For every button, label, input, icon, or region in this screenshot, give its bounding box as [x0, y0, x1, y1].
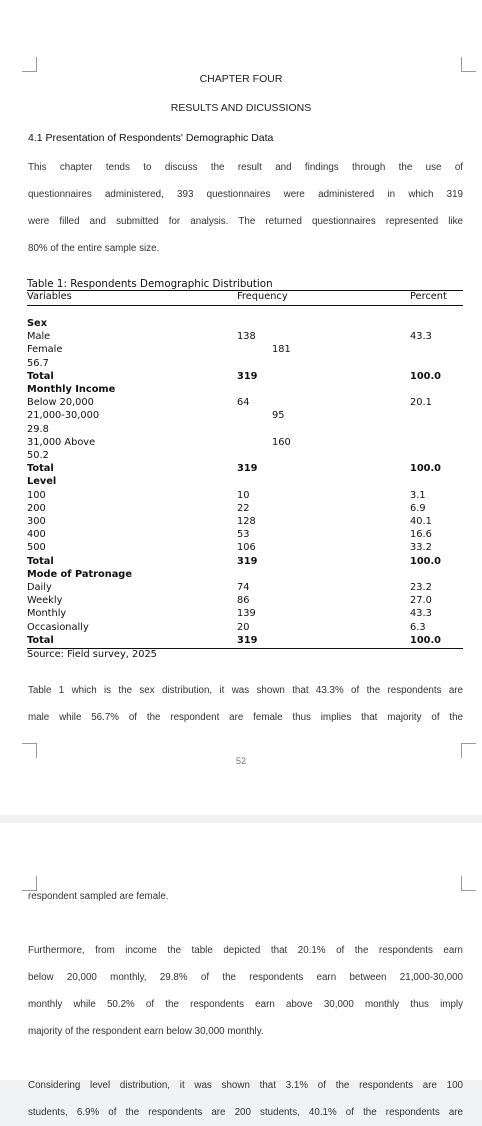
intro-line: questionnaires administered, 393 questionnaires were administered in which 319: [28, 189, 463, 200]
text-line: Furthermore, from income the table depicted that 20.1% of the respondents earn: [28, 945, 463, 956]
table-percent-cell: 100.0: [410, 463, 441, 475]
table-source: [27, 649, 157, 660]
blank-line: [28, 1045, 463, 1072]
table-frequency-cell: 319: [237, 634, 258, 646]
table-frequency-cell: 319: [237, 463, 258, 475]
header-percent: Percent: [410, 291, 447, 302]
header-frequency: Frequency: [237, 291, 288, 302]
intro-line: were filled and submitted for analysis. The returned questionnaires represented like: [28, 216, 463, 227]
chapter-heading: CHAPTER FOUR: [199, 73, 283, 85]
continued-paragraph: [28, 883, 463, 1126]
source-label: Source:: [27, 649, 64, 660]
table-frequency-cell: 10: [237, 489, 250, 501]
text-line: below 20,000 monthly, 29.8% of the respondents earn between 21,000-30,000: [28, 972, 463, 983]
table-percent-cell: 16.6: [410, 529, 432, 541]
table-percent-cell: 3.1: [410, 489, 426, 501]
table-percent-cell: 100.0: [410, 555, 441, 567]
table-percent-cell: 23.2: [410, 582, 432, 593]
table-body: [27, 318, 463, 650]
table-frequency-cell: 181: [272, 344, 291, 356]
text-line: Considering level distribution, it was shown that 3.1% of the respondents are 100: [28, 1080, 463, 1091]
table-group-label: Sex: [27, 318, 48, 329]
table-frequency-cell: 139: [237, 608, 256, 620]
table-frequency-cell: 106: [237, 542, 256, 554]
table-percent-cell: 100.0: [410, 634, 441, 646]
table-frequency-cell: 22: [237, 502, 250, 514]
table-frequency-cell: 128: [237, 516, 256, 527]
table-title: Table 1: Respondents Demographic Distribution: [27, 278, 273, 290]
table-row-label: Male: [27, 331, 51, 343]
discussion-line: Table 1 which is the sex distribution, it was shown that 43.3% of the respondents are: [28, 685, 463, 696]
table-frequency-cell: 74: [237, 582, 250, 593]
section-heading: 4.1 Presentation of Respondents' Demographic Data: [28, 132, 274, 144]
discussion-line: male while 56.7% of the respondent are female thus implies that majority of the: [28, 712, 463, 723]
table-header: [27, 291, 463, 303]
blank-line: [28, 910, 463, 937]
table-frequency-cell: 319: [237, 370, 258, 382]
intro-paragraph: [28, 154, 463, 262]
table-group-label: Total: [27, 463, 54, 475]
table-frequency-cell: 64: [237, 397, 250, 409]
intro-line: This chapter tends to discuss the result and findings through the use of: [28, 162, 463, 173]
table-group-label: Monthly Income: [27, 384, 116, 395]
table-percent-cell: 100.0: [410, 370, 441, 382]
table-frequency-cell: 160: [272, 436, 291, 448]
table-percent-cell: 6.9: [410, 502, 426, 514]
table-row-label: 400: [27, 529, 46, 541]
table-row-label: Below 20,000: [27, 397, 94, 409]
table-frequency-cell: 20: [237, 621, 250, 633]
table-group-label: Mode of Patronage: [27, 568, 132, 580]
table-row-label: 100: [27, 489, 46, 501]
page-number: 52: [235, 756, 246, 766]
table-row-label: 500: [27, 542, 46, 554]
table-group-label: Level: [27, 476, 57, 488]
table-header-rule: [27, 305, 463, 306]
table-frequency-cell: 53: [237, 529, 250, 541]
table-percent-cell: 43.3: [410, 608, 432, 620]
table-row-label: Weekly: [27, 595, 63, 607]
source-text: Field survey, 2025: [63, 649, 157, 660]
crop-mark-top-right: [461, 876, 476, 891]
table-row-label: 21,000-30,000: [27, 410, 100, 422]
table-row-label: 29.8: [27, 423, 49, 435]
intro-line: 80% of the entire sample size.: [28, 243, 160, 254]
table-percent-cell: 43.3: [410, 331, 432, 343]
table-row-label: Monthly: [27, 608, 67, 620]
table-frequency-cell: 95: [272, 410, 285, 422]
table-percent-cell: 20.1: [410, 397, 432, 409]
header-variables: Variables: [27, 291, 72, 302]
chapter-subtitle: RESULTS AND DICUSSIONS: [170, 102, 312, 114]
text-line: monthly while 50.2% of the respondents earn above 30,000 monthly thus imply: [28, 999, 463, 1010]
table-row-label: Female: [27, 344, 63, 356]
table-row-label: 31,000 Above: [27, 436, 96, 448]
table-frequency-cell: 86: [237, 595, 250, 607]
table-group-label: Total: [27, 555, 54, 567]
table-group-label: Total: [27, 370, 54, 382]
table-group-label: Total: [27, 634, 54, 646]
table-row-label: 50.2: [27, 450, 49, 461]
table-row-label: 56.7: [27, 357, 49, 369]
table-row-label: Daily: [27, 582, 52, 593]
text-line: respondent sampled are female.: [28, 891, 169, 902]
table-frequency-cell: 319: [237, 555, 258, 567]
crop-mark-top-left: [22, 57, 37, 72]
table-percent-cell: 40.1: [410, 516, 432, 527]
text-line: majority of the respondent earn below 30,000 monthly.: [28, 1026, 264, 1037]
table-percent-cell: 6.3: [410, 621, 426, 633]
table-row-label: 300: [27, 516, 46, 527]
document-page-2: [0, 823, 482, 1118]
table-frequency-cell: 138: [237, 331, 256, 343]
table-percent-cell: 27.0: [410, 595, 432, 607]
table-row-label: Occasionally: [27, 621, 89, 633]
discussion-paragraph: [28, 677, 463, 731]
crop-mark-top-right: [461, 57, 476, 72]
table-percent-cell: 33.2: [410, 542, 432, 554]
table-row-label: 200: [27, 502, 46, 514]
text-line: students, 6.9% of the respondents are 200 students, 40.1% of the respondents are: [28, 1107, 463, 1118]
